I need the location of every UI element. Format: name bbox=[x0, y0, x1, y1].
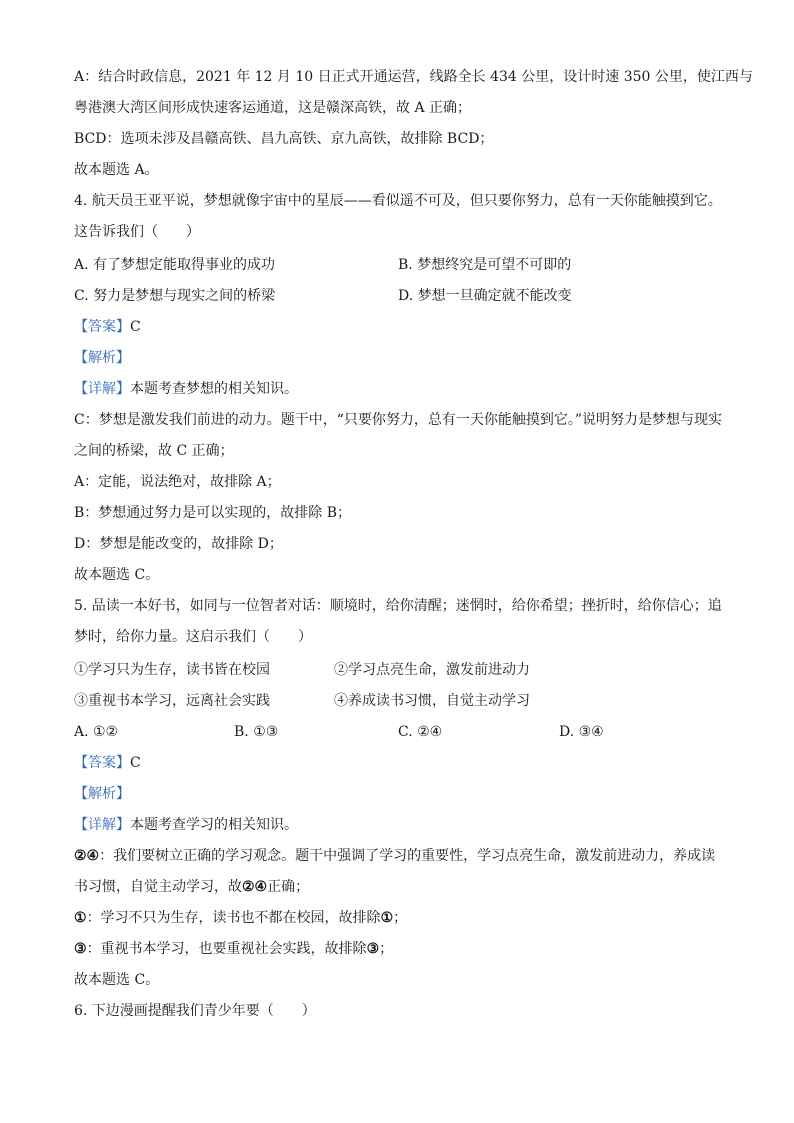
text-segment: ：重视书本学习，也要重视社会实践，故排除 bbox=[86, 941, 367, 957]
q4-answer bbox=[74, 318, 734, 336]
q5-statement-2: ②学习点亮生命，激发前进动力 bbox=[334, 662, 530, 678]
question-6-stem: 6. 下边漫画提醒我们青少年要（ ） bbox=[74, 1003, 316, 1019]
q5-statement-1: ①学习只为生存，读书皆在校园 bbox=[74, 662, 270, 678]
text-line: A：结合时政信息，2021 年 12 月 10 日正式开通运营，线路全长 434 公里，设计时速 350 公里，使江西与 bbox=[74, 69, 753, 85]
text-segment: ：我们要树立正确的学习观念。题干中强调了学习的重要性，学习点亮生命，激发前进动力，养成读 bbox=[99, 848, 716, 864]
q5-answer bbox=[74, 754, 734, 772]
text-line: BCD：选项未涉及昌赣高铁、昌九高铁、京九高铁，故排除 BCD； bbox=[74, 131, 494, 147]
answer-tag: 【答案】 bbox=[74, 319, 130, 335]
detail-tag: 【详解】 bbox=[74, 381, 130, 397]
analysis-tag: 【解析】 bbox=[74, 350, 130, 366]
text-line: 故本题选 A。 bbox=[74, 162, 159, 178]
text-line bbox=[74, 909, 734, 927]
text-line: 粤港澳大湾区间形成快速客运通道，这是赣深高铁，故 A 正确； bbox=[74, 100, 472, 116]
text-line bbox=[74, 878, 734, 896]
detail-text: 本题考查梦想的相关知识。 bbox=[130, 381, 298, 397]
detail-tag: 【详解】 bbox=[74, 817, 130, 833]
q4-analysis bbox=[74, 349, 734, 367]
text-segment: ； bbox=[379, 941, 394, 957]
answer-tag: 【答案】 bbox=[74, 755, 130, 771]
text-line: 故本题选 C。 bbox=[74, 972, 160, 988]
q5-detail bbox=[74, 816, 734, 834]
q4-option-c: C. 努力是梦想与现实之间的桥梁 bbox=[74, 288, 276, 304]
text-segment: 书习惯，自觉主动学习，故 bbox=[74, 879, 242, 895]
q4-option-d: D. 梦想一旦确定就不能改变 bbox=[398, 288, 572, 304]
text-line: 之间的桥梁，故 C 正确； bbox=[74, 443, 234, 459]
option-ref: ③ bbox=[366, 941, 380, 957]
detail-text: 本题考查学习的相关知识。 bbox=[130, 817, 298, 833]
answer-value: C bbox=[130, 755, 141, 771]
text-line bbox=[74, 847, 734, 865]
q5-option-b: B. ①③ bbox=[234, 724, 279, 740]
option-ref: ②④ bbox=[74, 848, 100, 864]
q4-option-b: B. 梦想终究是可望不可即的 bbox=[398, 257, 572, 273]
option-ref: ②④ bbox=[242, 879, 268, 895]
q5-analysis bbox=[74, 785, 734, 803]
text-line: 故本题选 C。 bbox=[74, 567, 160, 583]
q5-option-a: A. ①② bbox=[74, 724, 119, 740]
question-4-stem: 4. 航天员王亚平说，梦想就像宇宙中的星辰——看似遥不可及，但只要你努力，总有一天你能触摸到它。 bbox=[74, 193, 722, 209]
question-4-stem: 这告诉我们（ ） bbox=[74, 224, 200, 240]
text-line: C：梦想是激发我们前进的动力。题干中，“只要你努力，总有一天你能触摸到它。”说明努力是梦想与现实 bbox=[74, 412, 723, 428]
option-ref: ① bbox=[380, 910, 394, 926]
q5-option-d: D. ③④ bbox=[559, 724, 604, 740]
text-line: A：定能，说法绝对，故排除 A； bbox=[74, 474, 281, 490]
option-ref: ① bbox=[74, 910, 87, 926]
text-segment: ：学习不只为生存，读书也不都在校园，故排除 bbox=[86, 910, 381, 926]
question-5-stem: 5. 品读一本好书，如同与一位智者对话：顺境时，给你清醒；迷惘时，给你希望；挫折时，给你信心；追 bbox=[74, 598, 722, 614]
q4-detail bbox=[74, 380, 734, 398]
option-ref: ③ bbox=[74, 941, 87, 957]
text-line bbox=[74, 940, 734, 958]
question-5-stem: 梦时，给你力量。这启示我们（ ） bbox=[74, 629, 312, 645]
q5-option-c: C. ②④ bbox=[398, 724, 443, 740]
text-segment: ； bbox=[393, 910, 408, 926]
text-line: D：梦想是能改变的，故排除 D； bbox=[74, 536, 283, 552]
text-line: B：梦想通过努力是可以实现的，故排除 B； bbox=[74, 505, 352, 521]
analysis-tag: 【解析】 bbox=[74, 786, 130, 802]
q5-statement-4: ④养成读书习惯，自觉主动学习 bbox=[334, 693, 530, 709]
answer-value: C bbox=[130, 319, 141, 335]
q4-option-a: A. 有了梦想定能取得事业的成功 bbox=[74, 257, 276, 273]
text-segment: 正确； bbox=[267, 879, 310, 895]
q5-statement-3: ③重视书本学习，远离社会实践 bbox=[74, 693, 270, 709]
